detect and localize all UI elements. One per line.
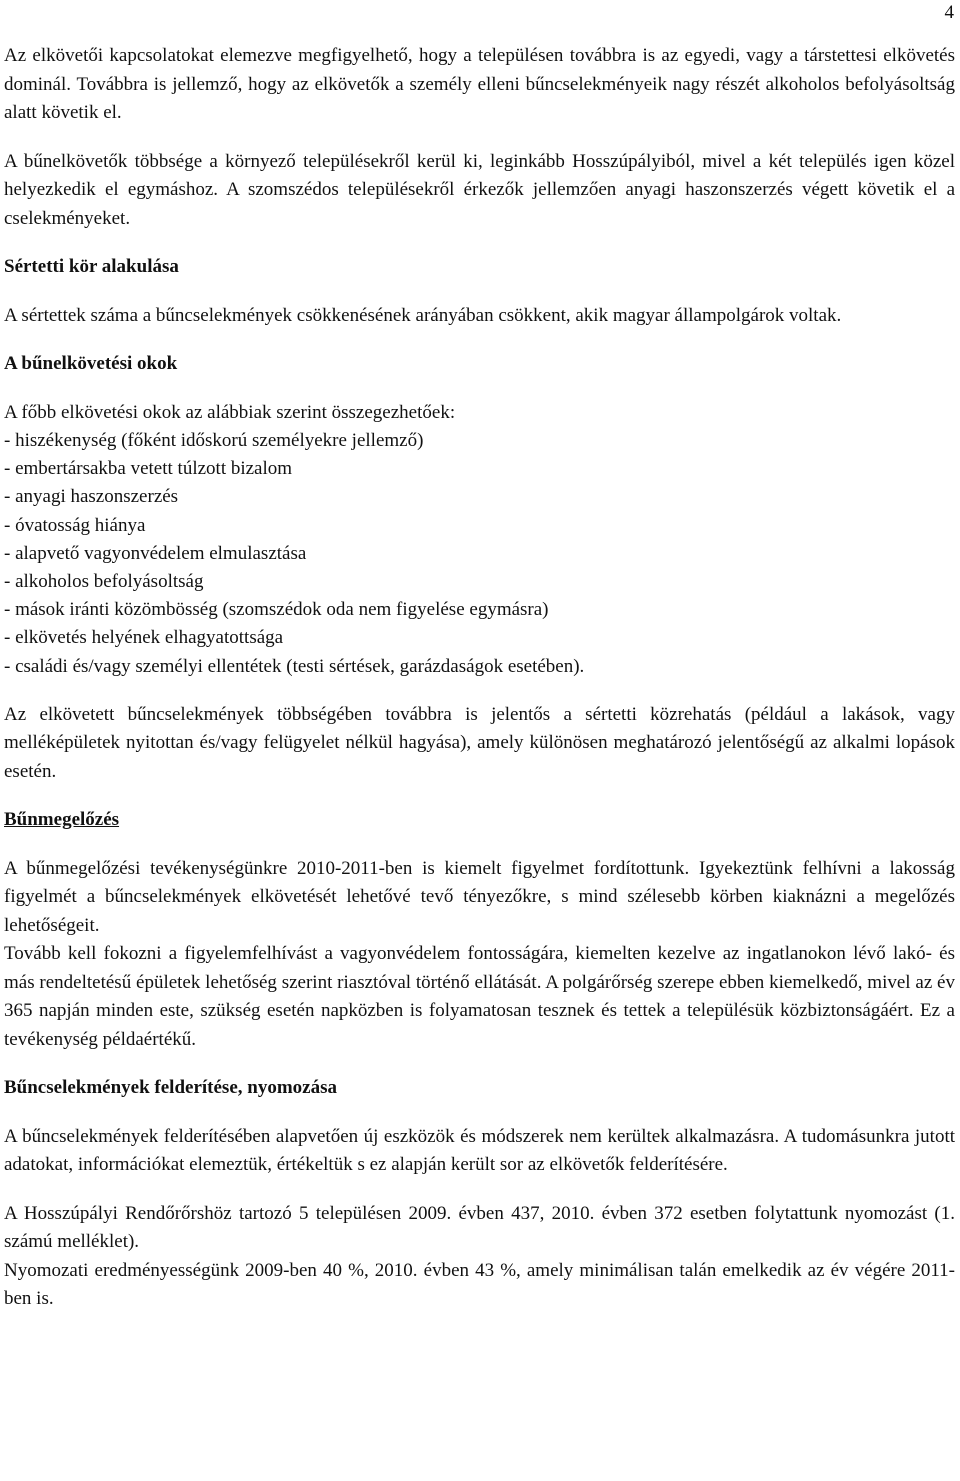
page-number: 4 [944, 2, 954, 23]
paragraph-prevention-2: Tovább kell fokozni a figyelemfelhívást a vagyonvédelem fontosságára, kiemelten kezelve az ingatlanokon lévő lakó- és más rendeltetésű épületek lehetőség szerint riasztóval történő ellátását. A polgárőrség szerepe ebben kiemelkedő, mivel az év 365 napján minden este, szükség esetén napközben is folyamatosan tesznek és tettek a településük közbiztonságáért. Ez a tevékenység példaértékű. [4, 943, 955, 1050]
paragraph-investigation: A bűncselekmények felderítésében alapvetően új eszközök és módszerek nem kerültek alkalmazásra. A tudomásunkra jutott adatokat, információkat elemeztük, értékeltük s ez alapján került sor az elkövetők felderítésére. [4, 1125, 955, 1176]
list-item: - alapvető vagyonvédelem elmulasztása [4, 542, 307, 564]
paragraph-victims: A sértettek száma a bűncselekmények csökkenésének arányában csökkent, akik magyar állampolgárok voltak. [4, 304, 842, 326]
heading-victims: Sértetti kör alakulása [4, 256, 179, 277]
list-item: - anyagi haszonszerzés [4, 486, 179, 508]
paragraph-causes-intro: A főbb elkövetési okok az alábbiak szerint összegezhetőek: [4, 401, 456, 423]
paragraph-investigation-counts: A Hosszúpályi Rendőrőrshöz tartozó 5 településen 2009. évben 437, 2010. évben 372 esetben folytattunk nyomozást (1. számú melléklet). [4, 1202, 955, 1253]
paragraph-offender-relations: Az elkövetői kapcsolatokat elemezve megfigyelhető, hogy a településen továbbra is az egyedi, vagy a társtettesi elkövetés dominál. Továbbra is jellemző, hogy az elkövetők a személy elleni bűncselekményeik nagy részét alkoholos befolyásoltság alatt követik el. [4, 45, 955, 123]
list-item: - hiszékenység (főként időskorú személyekre jellemző) [4, 430, 424, 451]
paragraph-prevention-1: A bűnmegelőzési tevékenységünkre 2010-2011-ben is kiemelt figyelmet fordítottunk. Igyekeztünk felhívni a lakosság figyelmét a bűncselekmények elkövetését lehetővé tevő tényezőkre, s mind szélesebb körben kiaknázni a megelőzés lehetőségeit. [4, 857, 955, 936]
heading-prevention: Bűnmegelőzés [4, 809, 120, 831]
list-item: - családi és/vagy személyi ellentétek (testi sértések, garázdaságok esetében). [4, 655, 585, 677]
heading-causes: A bűnelkövetési okok [4, 353, 178, 374]
causes-list [4, 427, 955, 681]
document-body [4, 42, 955, 1314]
paragraph-victim-contribution: Az elkövetett bűncselekmények többségében továbbra is jelentős a sértetti közrehatás (például a lakások, vagy melléképületek nyitottan és/vagy felügyelet nélkül hagyása), amely különösen meghatározó jelentőségű az alkalmi lopások esetén. [4, 703, 955, 782]
list-item: - mások iránti közömbösség (szomszédok oda nem figyelése egymásra) [4, 599, 549, 621]
list-item: - alkoholos befolyásoltság [4, 571, 204, 593]
paragraph-investigation-success: Nyomozati eredményességünk 2009-ben 40 %, 2010. évben 43 %, amely minimálisan talán emelkedik az év végére 2011-ben is. [4, 1259, 955, 1310]
list-item: - óvatosság hiánya [4, 514, 146, 536]
list-item: - elkövetés helyének elhagyatottsága [4, 627, 284, 649]
paragraph-offender-origin: A bűnelkövetők többsége a környező településekről kerül ki, leginkább Hosszúpályiból, mivel a két település igen közel helyezkedik el egymáshoz. A szomszédos településekről érkezők jellemzően anyagi haszonszerzés végett követik el a cselekményeket. [4, 150, 955, 229]
heading-investigation: Bűncselekmények felderítése, nyomozása [4, 1077, 337, 1099]
list-item: - embertársakba vetett túlzott bizalom [4, 458, 293, 480]
